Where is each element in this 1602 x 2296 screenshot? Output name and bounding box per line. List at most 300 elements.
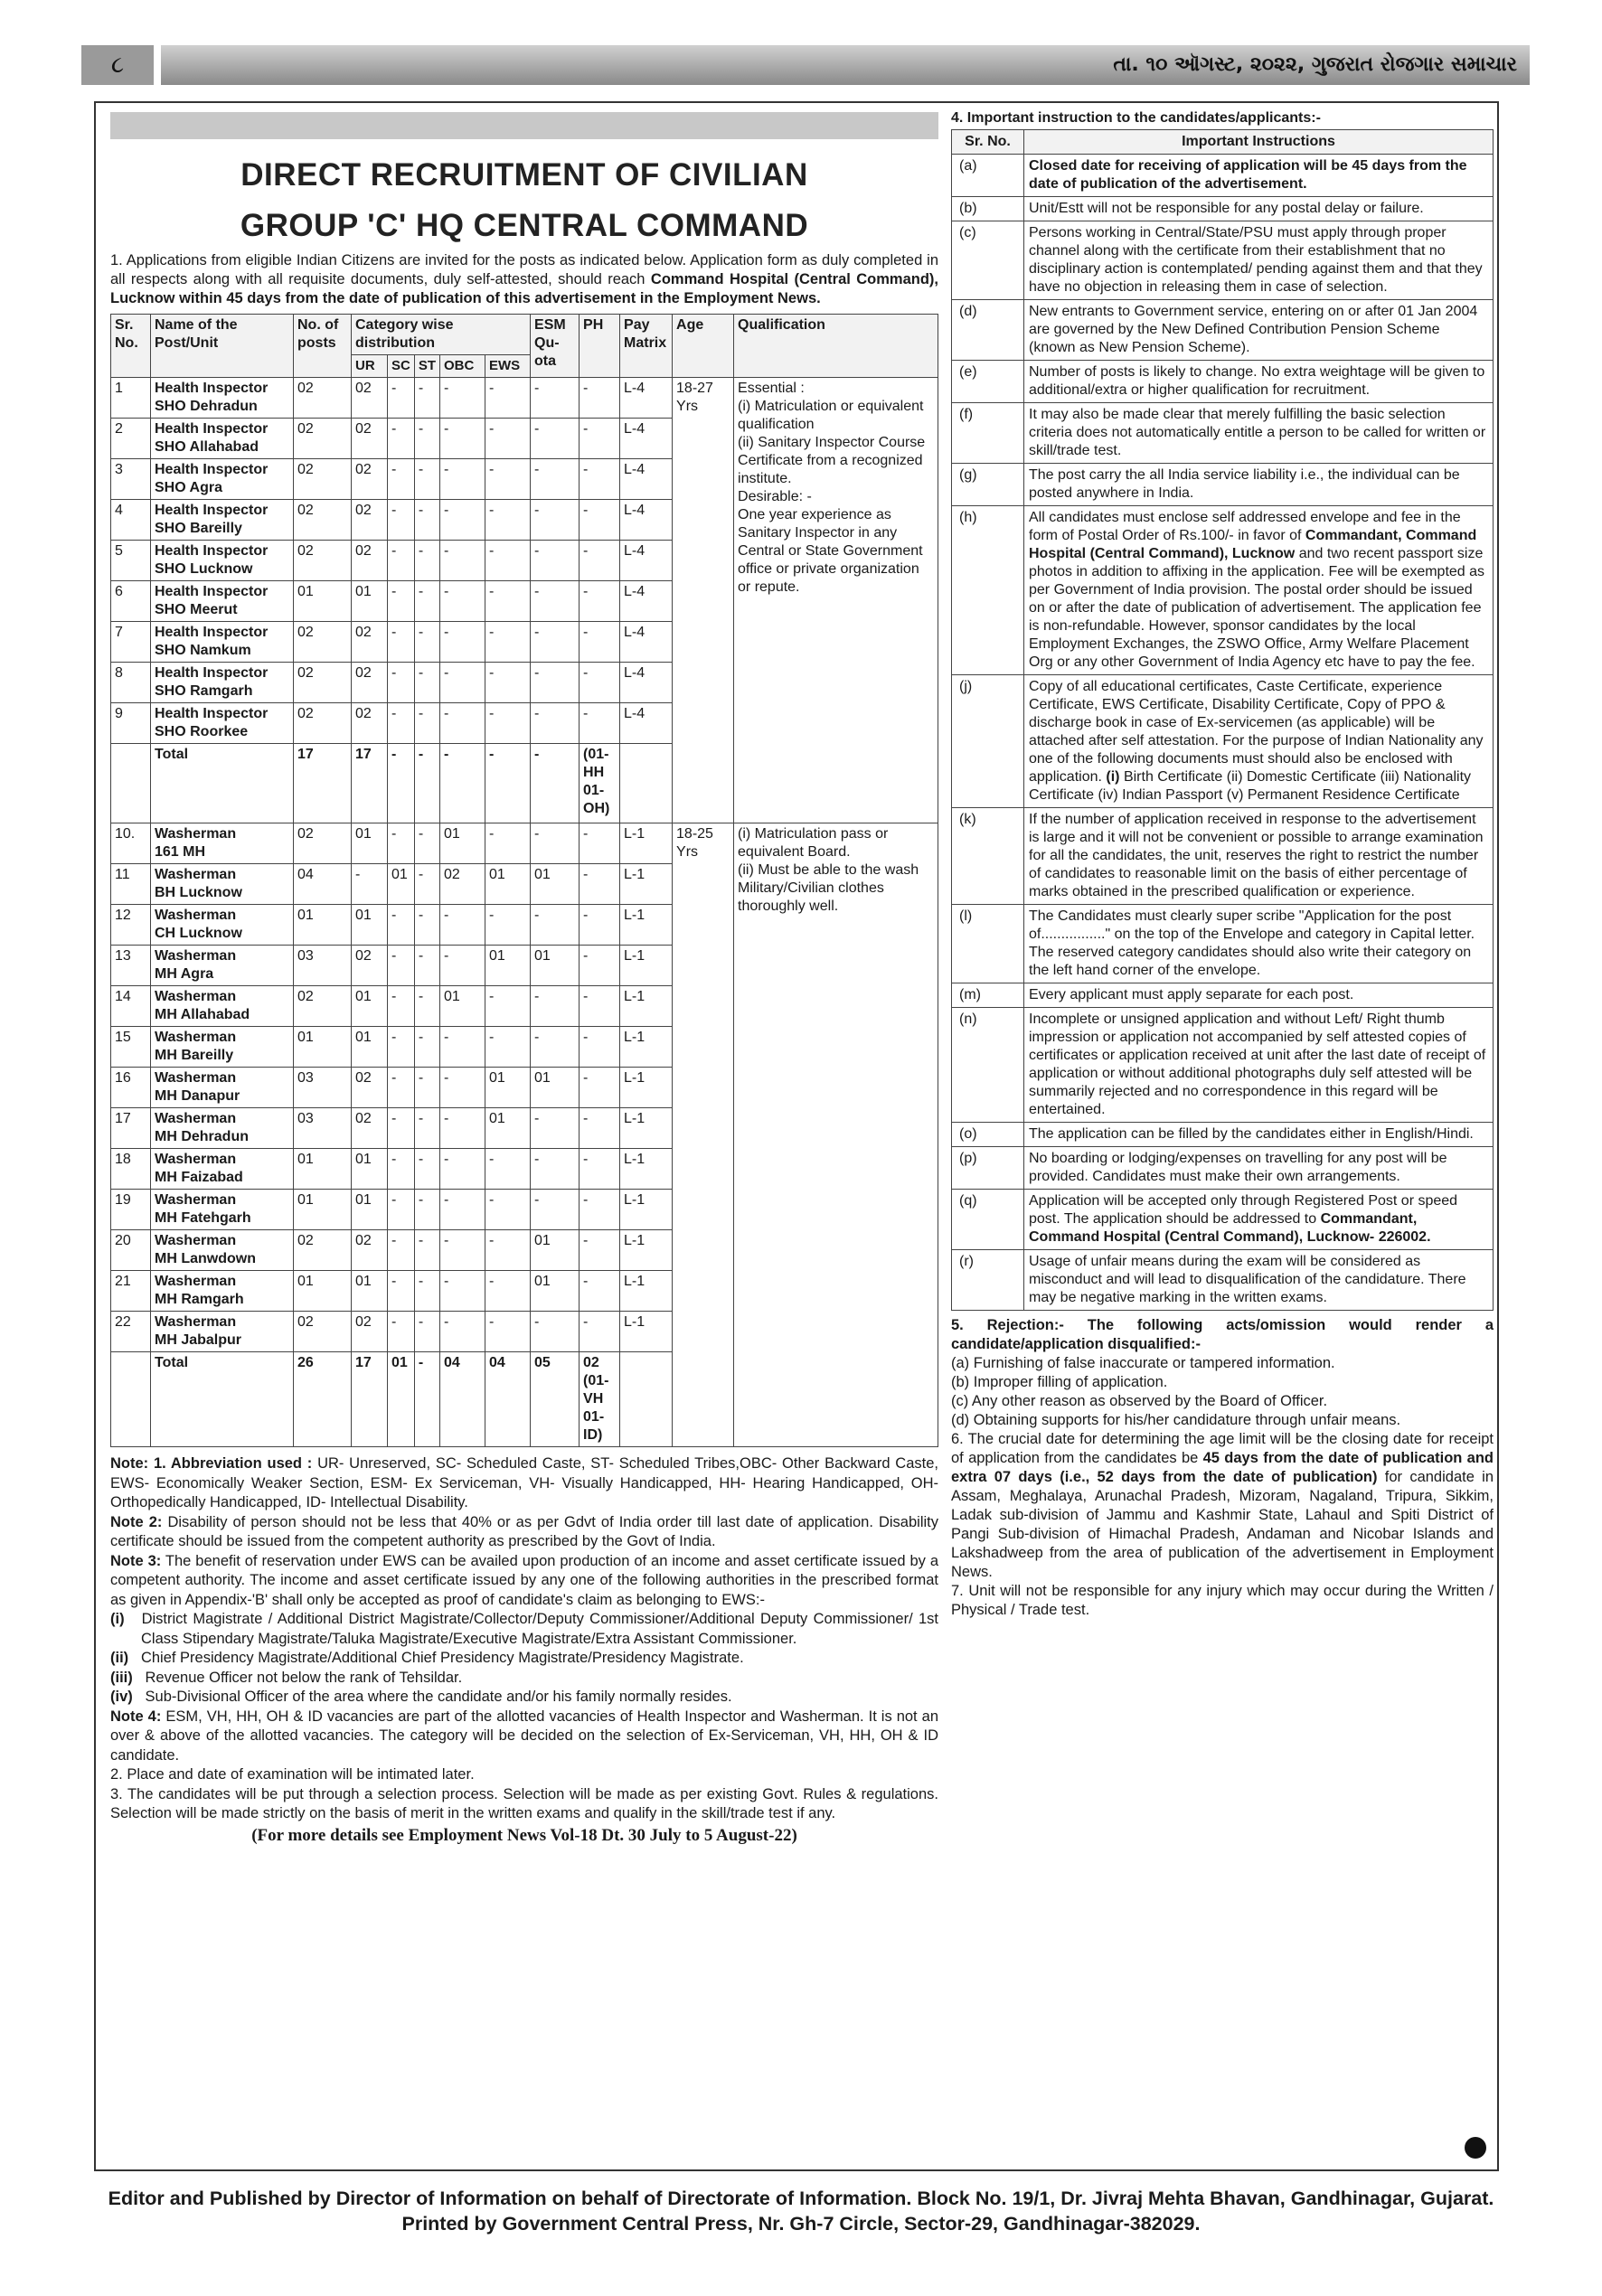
cell-st: -	[414, 986, 439, 1027]
cell-esm: -	[531, 419, 580, 459]
cell-st: -	[414, 581, 439, 622]
cell-post-unit	[151, 905, 294, 946]
instruction-row	[952, 905, 1494, 983]
cell-sr: 5	[111, 541, 151, 581]
cell-st: -	[414, 1108, 439, 1149]
cell-sc: -	[388, 703, 415, 744]
note-4-text: ESM, VH, HH, OH & ID vacancies are part of the allotted vacancies of Health Inspector and Washerman. It is not an over & above of the allotted vacancies. The category will be decided on the selection of Ex-Serviceman, VH, HH, OH & ID candidate.	[110, 1708, 938, 1764]
cell-pay: L-1	[620, 1271, 673, 1312]
cell-sc: -	[388, 419, 415, 459]
instruction-row	[952, 403, 1494, 464]
instruction-num: (l)	[952, 905, 1024, 983]
cell-ur: 01	[352, 1027, 388, 1068]
cell-esm: 01	[531, 1271, 580, 1312]
cell-ph: -	[580, 1230, 620, 1271]
note-3-label: Note 3:	[110, 1552, 162, 1569]
cell-sc: -	[388, 541, 415, 581]
header-pay: Pay Matrix	[620, 315, 673, 378]
cell-ph: -	[580, 703, 620, 744]
para-6-bold: 45 days from the date of publication and extra 07 days (i.e., 52 days from the date of publication)	[951, 1450, 1494, 1485]
cell-obc: -	[440, 500, 485, 541]
cell-esm: -	[531, 703, 580, 744]
cell-posts: 02	[294, 419, 352, 459]
cell-esm: -	[531, 459, 580, 500]
cell-posts: 02	[294, 1230, 352, 1271]
instruction-row	[952, 221, 1494, 300]
cell-posts: 02	[294, 459, 352, 500]
cell-post-unit	[151, 823, 294, 864]
cell-sr: 2	[111, 419, 151, 459]
cell-st: -	[414, 703, 439, 744]
instruction-pre: All candidates must enclose self addressed envelope and fee in the form of Postal Order of Rs.100/- in favor of	[1029, 510, 1461, 543]
unit-name: MH Fatehgarh	[155, 1210, 251, 1226]
instruction-row	[952, 1147, 1494, 1190]
authority-3-num: (iii)	[110, 1669, 133, 1686]
cell-obc: -	[440, 541, 485, 581]
cell-obc: -	[440, 581, 485, 622]
cell-ews: -	[485, 622, 531, 663]
cell-sc: -	[388, 1027, 415, 1068]
cell-pay: L-1	[620, 986, 673, 1027]
cell-post-unit	[151, 459, 294, 500]
cell-posts: 02	[294, 823, 352, 864]
instruction-post: Birth Certificate (ii) Domestic Certificate (iii) Nationality Certificate (iv) Indian Passport (v) Permanent Residence Certificate	[1029, 769, 1472, 803]
cell-ur: 02	[352, 1068, 388, 1108]
post-name: Washerman	[155, 908, 237, 923]
instruction-text	[1024, 221, 1494, 300]
cell-post-unit	[151, 378, 294, 419]
cell-sr: 6	[111, 581, 151, 622]
cell-sc: 01	[388, 864, 415, 905]
note-2	[110, 1513, 938, 1552]
header-qualification: Qualification	[734, 315, 938, 378]
note-1-text: UR- Unreserved, SC- Scheduled Caste, ST- Scheduled Tribes,OBC- Other Backward Caste, EWS- Economically Weaker Section, ESM- Ex Serviceman, VH- Visually Handicapped, HH- Hearing Handicapped, OH- Orthopedically Handicapped, ID- Intellectual Disability.	[110, 1455, 938, 1510]
cell-esm: 01	[531, 946, 580, 986]
cell-ph: -	[580, 1068, 620, 1108]
instruction-body: If the number of application received in response to the advertisement is large and it will not be convenient or possible to arrange examination for all the candidates, the unit, reserves the right to restrict the number of candidates to reasonable limit on the basis of either percentage of marks obtained in the prescribed qualification or experience.	[1029, 812, 1484, 899]
instruction-text	[1024, 1008, 1494, 1123]
instruction-body: Number of posts is likely to change. No extra weightage will be given to additional/extra or higher qualification for recruitment.	[1029, 364, 1485, 398]
cell-sc: -	[388, 663, 415, 703]
cell-esm: -	[531, 378, 580, 419]
cell-ews: -	[485, 378, 531, 419]
para-6	[951, 1430, 1494, 1582]
cell-post-unit	[151, 1108, 294, 1149]
cell-obc: -	[440, 622, 485, 663]
table-row	[111, 823, 938, 864]
instruction-pre: Application will be accepted only through Registered Post or speed post. The application should be addressed to	[1029, 1193, 1458, 1227]
cell-post-unit	[151, 864, 294, 905]
cell-esm: -	[531, 1149, 580, 1190]
instruction-text	[1024, 403, 1494, 464]
instruction-num: (f)	[952, 403, 1024, 464]
cell-qualification: Essential : (i) Matriculation or equivalent qualification (ii) Sanitary Inspector Course Certificate from a recognized institute. Desirable: - One year experience as Sanitary Inspector in any Central or State Government office or private organization or repute.	[734, 378, 938, 823]
cell-ph: -	[580, 581, 620, 622]
cell-sr-blank	[111, 744, 151, 823]
cell-ur: 02	[352, 500, 388, 541]
cell-post-unit	[151, 581, 294, 622]
cell-posts: 02	[294, 500, 352, 541]
header-sc: SC	[388, 355, 415, 378]
unit-name: MH Lanwdown	[155, 1251, 256, 1266]
total-obc: 04	[440, 1352, 485, 1447]
cell-sc: -	[388, 622, 415, 663]
cell-sc: -	[388, 1271, 415, 1312]
cell-posts: 03	[294, 946, 352, 986]
cell-posts: 04	[294, 864, 352, 905]
cell-post-unit	[151, 1230, 294, 1271]
cell-ur: 01	[352, 581, 388, 622]
instruction-body: The post carry the all India service liability i.e., the individual can be posted anywhere in India.	[1029, 467, 1460, 501]
cell-obc: 02	[440, 864, 485, 905]
post-name: Health Inspector	[155, 665, 269, 681]
cell-posts: 02	[294, 1312, 352, 1352]
cell-age: 18-25 Yrs	[673, 823, 734, 1447]
unit-name: SHO Lucknow	[155, 561, 253, 577]
cell-sc: -	[388, 459, 415, 500]
total-sc: -	[388, 744, 415, 823]
cell-esm: 01	[531, 1068, 580, 1108]
para-2: 2. Place and date of examination will be intimated later.	[110, 1766, 475, 1783]
cell-ews: -	[485, 1149, 531, 1190]
note-4-label: Note 4:	[110, 1708, 162, 1725]
instruction-text	[1024, 300, 1494, 361]
header-ph: PH	[580, 315, 620, 378]
cell-sr: 10.	[111, 823, 151, 864]
cell-post-unit	[151, 500, 294, 541]
cell-esm: -	[531, 1312, 580, 1352]
cell-sc: -	[388, 1068, 415, 1108]
rejection-item: (a) Furnishing of false inaccurate or tampered information.	[951, 1355, 1335, 1371]
total-posts: 17	[294, 744, 352, 823]
post-name: Washerman	[155, 1192, 237, 1208]
cell-post-unit	[151, 1312, 294, 1352]
instruction-row	[952, 361, 1494, 403]
cell-posts: 03	[294, 1108, 352, 1149]
instruction-num: (o)	[952, 1123, 1024, 1147]
total-st: -	[414, 1352, 439, 1447]
cell-pay: L-1	[620, 1027, 673, 1068]
post-name: Washerman	[155, 1274, 237, 1289]
cell-post-unit	[151, 1271, 294, 1312]
cell-ews: -	[485, 459, 531, 500]
cell-st: -	[414, 500, 439, 541]
cell-ews: -	[485, 581, 531, 622]
note-1	[110, 1454, 938, 1513]
cell-sr: 21	[111, 1271, 151, 1312]
cell-sr: 11	[111, 864, 151, 905]
instruction-num: (n)	[952, 1008, 1024, 1123]
instruction-num: (e)	[952, 361, 1024, 403]
instruction-text	[1024, 808, 1494, 905]
cell-ur: 02	[352, 419, 388, 459]
instruction-text	[1024, 464, 1494, 506]
cell-ews: -	[485, 541, 531, 581]
cell-ph: -	[580, 419, 620, 459]
header-posts: No. of posts	[294, 315, 352, 378]
cell-st: -	[414, 1068, 439, 1108]
para-6-pre: 6. The crucial date for determining the age limit will be the closing date for receipt of application from the candidates be	[951, 1431, 1494, 1466]
instruction-body: It may also be made clear that merely fulfilling the basic selection criteria does not automatically entitle a person to be called for written or skill/trade test.	[1029, 407, 1486, 458]
left-column	[110, 112, 938, 2166]
cell-ews: -	[485, 663, 531, 703]
cell-ur: 01	[352, 1271, 388, 1312]
cell-st: -	[414, 1230, 439, 1271]
instruction-body: The Candidates must clearly super scribe "Application for the post of................" on the top of the Envelope and category in Capital letter. The reserved category candidates should also write their category on the left hand corner of the envelope.	[1029, 908, 1475, 978]
post-name: Washerman	[155, 867, 237, 882]
cell-pay: L-4	[620, 663, 673, 703]
title-line-1: DIRECT RECRUITMENT OF CIVILIAN	[240, 157, 808, 193]
cell-ews: -	[485, 703, 531, 744]
cell-posts: 01	[294, 1190, 352, 1230]
instruction-num: (p)	[952, 1147, 1024, 1190]
authority-2-text: Chief Presidency Magistrate/Additional Chief Presidency Magistrate/Presidency Magistrate.	[140, 1650, 744, 1666]
cell-ews: -	[485, 1271, 531, 1312]
cell-ph: -	[580, 1027, 620, 1068]
header-esm: ESM Qu- ota	[531, 315, 580, 378]
post-name: Health Inspector	[155, 625, 269, 640]
cell-ur: 02	[352, 663, 388, 703]
authority-3-text: Revenue Officer not below the rank of Tehsildar.	[145, 1669, 463, 1686]
post-name: Washerman	[155, 948, 237, 964]
right-column	[951, 110, 1494, 2164]
cell-ur: 01	[352, 823, 388, 864]
instruction-num: (g)	[952, 464, 1024, 506]
cell-ur: 02	[352, 1312, 388, 1352]
cell-ur: 02	[352, 703, 388, 744]
para-7: 7. Unit will not be responsible for any injury which may occur during the Written / Physical / Trade test.	[951, 1583, 1494, 1618]
unit-name: MH Danapur	[155, 1088, 240, 1104]
cell-ews: -	[485, 500, 531, 541]
authority-1-num: (i)	[110, 1611, 125, 1627]
cell-obc: -	[440, 1230, 485, 1271]
cell-posts: 01	[294, 1027, 352, 1068]
unit-name: MH Agra	[155, 966, 214, 982]
cell-obc: 01	[440, 823, 485, 864]
cell-sc: -	[388, 823, 415, 864]
header-ur: UR	[352, 355, 388, 378]
authority-2-num: (ii)	[110, 1650, 129, 1666]
cell-sc: -	[388, 500, 415, 541]
authority-1	[110, 1610, 938, 1649]
cell-obc: 01	[440, 986, 485, 1027]
rejection-item: (b) Improper filling of application.	[951, 1374, 1168, 1390]
cell-sr-blank	[111, 1352, 151, 1447]
cell-post-unit	[151, 986, 294, 1027]
more-details: (For more details see Employment News Vol-18 Dt. 30 July to 5 August-22)	[251, 1825, 797, 1845]
cell-obc: -	[440, 703, 485, 744]
recruitment-table	[110, 314, 938, 1447]
unit-name: MH Ramgarh	[155, 1292, 244, 1307]
post-name: Washerman	[155, 1030, 237, 1045]
instruction-row	[952, 983, 1494, 1008]
title-line-2: GROUP 'C' HQ CENTRAL COMMAND	[240, 208, 809, 243]
cell-ews: -	[485, 823, 531, 864]
instruction-row	[952, 300, 1494, 361]
gray-banner	[110, 112, 938, 139]
cell-st: -	[414, 1312, 439, 1352]
instructions-col-text: Important Instructions	[1024, 130, 1494, 155]
instruction-post: and two recent passport size photos in addition to affixing in the application. Fee will be exempted as per Government of India provision. The postal order should be issued on or after the date of publication of advertisement. The application fee is non-refundable. However, sponsor candidates by the local Employment Exchanges, the ZSWO Office, Army Welfare Placement Org or any other Government of India Agency etc have to pay the fee.	[1029, 546, 1485, 670]
cell-esm: -	[531, 986, 580, 1027]
para-3: 3. The candidates will be put through a selection process. Selection will be made as per existing Govt. Rules & regulations. Selection will be made strictly on the basis of merit in the written exams and qualify in the skill/trade test if any.	[110, 1785, 938, 1821]
header-category: Category wise distribution	[352, 315, 531, 355]
total-ews: -	[485, 744, 531, 823]
cell-sc: -	[388, 986, 415, 1027]
instruction-text	[1024, 361, 1494, 403]
total-ur: 17	[352, 744, 388, 823]
end-bullet-icon	[1465, 2137, 1486, 2159]
cell-sr: 13	[111, 946, 151, 986]
cell-post-unit	[151, 622, 294, 663]
cell-st: -	[414, 663, 439, 703]
cell-ur: 01	[352, 1190, 388, 1230]
footer-imprint: Editor and Published by Director of Information on behalf of Directorate of Information. Block No. 19/1, Dr. Jivraj Mehta Bhavan, Gandhinagar, Gujarat. Printed by Government Central Press, Nr. Gh-7 Circle, Sector-29, Gandhinagar-382029.	[108, 2188, 1494, 2235]
post-name: Health Inspector	[155, 706, 269, 721]
instruction-text	[1024, 905, 1494, 983]
instruction-num: (d)	[952, 300, 1024, 361]
total-obc: -	[440, 744, 485, 823]
cell-ur: 01	[352, 905, 388, 946]
cell-pay: L-4	[620, 419, 673, 459]
cell-ews: 01	[485, 1108, 531, 1149]
cell-posts: 01	[294, 1149, 352, 1190]
cell-ur: 02	[352, 1108, 388, 1149]
cell-st: -	[414, 1027, 439, 1068]
cell-sr: 14	[111, 986, 151, 1027]
cell-sr: 18	[111, 1149, 151, 1190]
cell-obc: -	[440, 1149, 485, 1190]
post-name: Washerman	[155, 1152, 237, 1167]
cell-ur: 02	[352, 622, 388, 663]
cell-sc: -	[388, 1149, 415, 1190]
cell-ur: 02	[352, 946, 388, 986]
authority-2	[110, 1649, 938, 1669]
cell-sc: -	[388, 1230, 415, 1271]
cell-ews: -	[485, 986, 531, 1027]
total-ur: 17	[352, 1352, 388, 1447]
unit-name: SHO Roorkee	[155, 724, 249, 739]
unit-name: MH Bareilly	[155, 1048, 234, 1063]
authority-3	[110, 1669, 938, 1689]
cell-sr: 15	[111, 1027, 151, 1068]
cell-sr: 20	[111, 1230, 151, 1271]
rejection-section	[951, 1316, 1494, 1620]
authority-4	[110, 1688, 938, 1708]
instruction-text	[1024, 1250, 1494, 1311]
cell-pay: L-1	[620, 1149, 673, 1190]
cell-ews: -	[485, 419, 531, 459]
cell-ews: -	[485, 1312, 531, 1352]
instruction-text	[1024, 675, 1494, 808]
instructions-heading: 4. Important instruction to the candidates/applicants:-	[951, 110, 1321, 126]
instruction-text	[1024, 506, 1494, 675]
cell-ews: -	[485, 1190, 531, 1230]
cell-ph: -	[580, 1271, 620, 1312]
cell-pay: L-1	[620, 1312, 673, 1352]
cell-pay: L-4	[620, 378, 673, 419]
instruction-row	[952, 155, 1494, 197]
intro-bold: Command Hospital (Central Command), Lucknow within 45 days from the date of publication of this advertisement in the Employment News.	[110, 271, 938, 306]
instruction-row	[952, 808, 1494, 905]
cell-st: -	[414, 541, 439, 581]
cell-ews: 01	[485, 946, 531, 986]
cell-esm: -	[531, 500, 580, 541]
authority-4-text: Sub-Divisional Officer of the area where the candidate and/or his family normally resides.	[145, 1689, 732, 1705]
unit-name: SHO Meerut	[155, 602, 238, 617]
cell-obc: -	[440, 663, 485, 703]
total-st: -	[414, 744, 439, 823]
total-ph: (01-HH 01-OH)	[580, 744, 620, 823]
cell-sc: -	[388, 905, 415, 946]
cell-esm: -	[531, 1108, 580, 1149]
instruction-body: The application can be filled by the candidates either in English/Hindi.	[1029, 1126, 1474, 1142]
header-name: Name of the Post/Unit	[151, 315, 294, 378]
cell-posts: 02	[294, 663, 352, 703]
unit-name: MH Dehradun	[155, 1129, 249, 1144]
cell-pay: L-1	[620, 1108, 673, 1149]
cell-posts: 02	[294, 378, 352, 419]
total-esm: 05	[531, 1352, 580, 1447]
unit-name: MH Faizabad	[155, 1170, 243, 1185]
total-ph: 02 (01-VH 01-ID)	[580, 1352, 620, 1447]
note-2-text: Disability of person should not be less that 40% or as per Gdvt of India order till last date of application. Disability certificate should be issued from the competent authority as prescribed by the Govt of India.	[110, 1513, 938, 1549]
instruction-body: New entrants to Government service, entering on or after 01 Jan 2004 are governed by the New Defined Contribution Pension Scheme (known as New Pension Scheme).	[1029, 304, 1478, 355]
cell-sc: -	[388, 946, 415, 986]
intro-text: 1. Applications from eligible Indian Citizens are invited for the posts as indicated below. Application form as duly completed in all respects along with all requisite documents, duly self-attested, should reach	[110, 252, 938, 287]
cell-ph: -	[580, 622, 620, 663]
cell-ur: 02	[352, 378, 388, 419]
cell-esm: 01	[531, 864, 580, 905]
cell-ur: 02	[352, 459, 388, 500]
cell-pay: L-1	[620, 823, 673, 864]
cell-pay: L-1	[620, 1068, 673, 1108]
post-name: Health Inspector	[155, 421, 269, 437]
header-age: Age	[673, 315, 734, 378]
cell-ews: 01	[485, 864, 531, 905]
cell-ews: -	[485, 1230, 531, 1271]
post-name: Washerman	[155, 1111, 237, 1126]
cell-esm: 01	[531, 1230, 580, 1271]
instruction-body: Persons working in Central/State/PSU must apply through proper channel along with the certificate from their establishment that no disciplinary action is contemplated/ pending against them and that they have no objection in releasing them in case of selection.	[1029, 225, 1483, 295]
cell-ews: -	[485, 905, 531, 946]
cell-sc: -	[388, 581, 415, 622]
cell-posts: 02	[294, 703, 352, 744]
cell-sr: 9	[111, 703, 151, 744]
notes-section	[110, 1454, 938, 1846]
instruction-num: (a)	[952, 155, 1024, 197]
cell-ph: -	[580, 378, 620, 419]
unit-name: 161 MH	[155, 844, 206, 860]
instruction-text	[1024, 1190, 1494, 1250]
instruction-body: Every applicant must apply separate for each post.	[1029, 987, 1354, 1002]
total-pay-blank	[620, 744, 673, 823]
instruction-body: Closed date for receiving of application will be 45 days from the date of publication of the advertisement.	[1029, 158, 1467, 192]
instruction-text	[1024, 983, 1494, 1008]
post-name: Washerman	[155, 1070, 237, 1086]
cell-st: -	[414, 1271, 439, 1312]
cell-sr: 4	[111, 500, 151, 541]
cell-pay: L-4	[620, 703, 673, 744]
cell-ur: -	[352, 864, 388, 905]
post-name: Health Inspector	[155, 462, 269, 477]
post-name: Washerman	[155, 1314, 237, 1330]
instruction-row	[952, 1008, 1494, 1123]
instruction-body: Usage of unfair means during the exam will be considered as misconduct and will lead to disqualification of the candidature. There may be negative marking in the written exams.	[1029, 1254, 1466, 1305]
instruction-body: Unit/Estt will not be responsible for any postal delay or failure.	[1029, 201, 1424, 216]
cell-ph: -	[580, 1108, 620, 1149]
table-row	[111, 378, 938, 419]
